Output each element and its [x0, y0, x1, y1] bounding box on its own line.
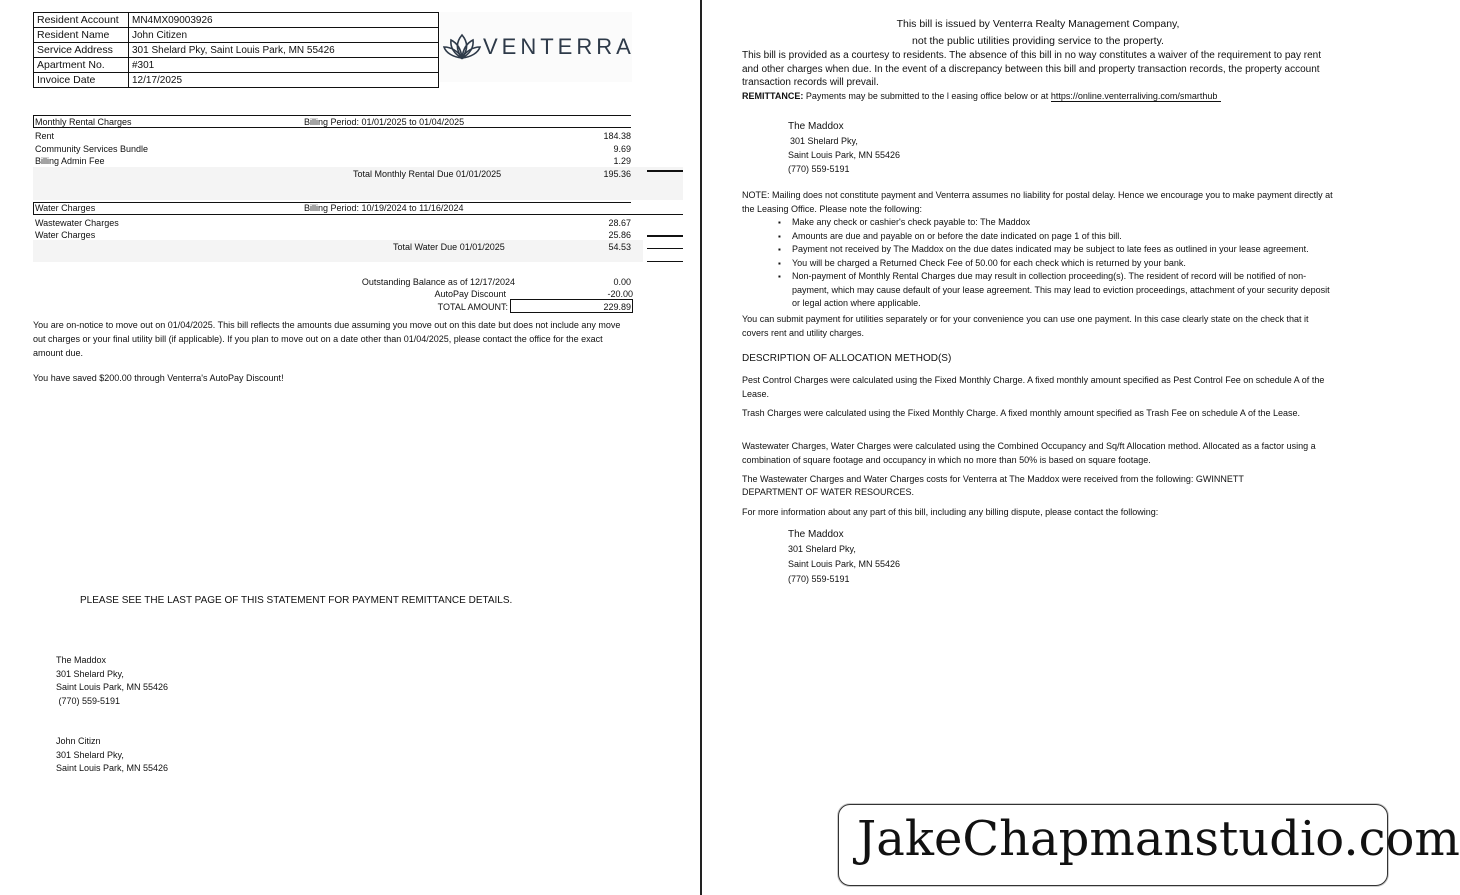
account-label: Resident Account [34, 13, 129, 28]
line-item-amount: 25.86 [608, 230, 631, 240]
resident-address [56, 735, 168, 776]
issued-by-line1: This bill is issued by Venterra Realty Management Company, [896, 18, 1180, 30]
apartment-label: Apartment No. [34, 58, 129, 73]
watermark-banner [838, 804, 1460, 886]
table-row [34, 13, 439, 28]
list-item: ▪ You will be charged a Returned Check Fee of 50.00 for each check which is returned by your bank. [774, 257, 1334, 271]
statement-page-2 [702, 0, 1399, 895]
service-address-label: Service Address [34, 43, 129, 58]
resident-name-value: John Citizen [129, 28, 439, 43]
resident-name-label: Resident Name [34, 28, 129, 43]
water-total-amount: 54.53 [608, 242, 631, 252]
line-item-label: Wastewater Charges [35, 218, 119, 228]
divider [33, 115, 631, 116]
rental-total-label: Total Monthly Rental Due 01/01/2025 [353, 169, 502, 179]
divider [647, 235, 683, 237]
remit-phone: (770) 559-5191 [788, 164, 850, 174]
rental-period: Billing Period: 01/01/2025 to 01/04/2025 [304, 117, 465, 127]
remit-street: 301 Shelard Pky, [790, 136, 858, 146]
remittance-label: REMITTANCE: [742, 91, 804, 101]
property-phone: (770) 559-5191 [56, 695, 121, 706]
remittance-pointer: PLEASE SEE THE LAST PAGE OF THIS STATEMENT FOR PAYMENT REMITTANCE DETAILS. [80, 595, 513, 606]
resident-city: Saint Louis Park, MN 55426 [56, 763, 169, 773]
divider [647, 248, 683, 249]
note-text: Mailing does not constitute payment and Venterra assumes no liability for postal delay. Hence we encourage you to make payment directly at the Leasing Office. Please note the following: [742, 190, 1333, 214]
allocation-heading: DESCRIPTION OF ALLOCATION METHOD(S) [742, 353, 952, 364]
invoice-date-label: Invoice Date [34, 73, 129, 88]
property-street: 301 Shelard Pky, [56, 668, 124, 679]
invoice-date-value: 12/17/2025 [129, 73, 439, 88]
table-row [34, 28, 439, 43]
more-info-text: For more information about any part of this bill, including any billing dispute, please contact the following: [742, 507, 1159, 517]
remit-name: The Maddox [788, 121, 844, 132]
line-item-amount: 184.38 [603, 131, 631, 141]
list-item: ▪ Amounts are due and payable on or before the date indicated on page 1 of this bill. [774, 230, 1334, 244]
line-item-label: Billing Admin Fee [35, 156, 105, 166]
autopay-savings: You have saved $200.00 through Venterra's AutoPay Discount! [33, 373, 284, 383]
total-box [510, 299, 633, 313]
water-period: Billing Period: 10/19/2024 to 11/16/2024 [304, 203, 464, 213]
watermark-text: JakeChapmanstudio.com [857, 811, 1460, 867]
list-item: ▪ Payment not received by The Maddox on the due dates indicated may be subject to late fees as outlined in your lease agreement. [774, 243, 1334, 257]
line-item-label: Community Services Bundle [35, 144, 149, 154]
contact-address [788, 527, 900, 587]
table-row [34, 73, 439, 88]
list-item: ▪ Non-payment of Monthly Rental Charges due may result in collection proceeding(s). The resident of record will be notified of non-payment, which may cause default of your lease agreement. This may lead to eviction proceedings, attachment of your security deposit or legal action where applicable. [774, 270, 1334, 311]
divider [647, 170, 683, 172]
divider [647, 261, 683, 262]
payment-notes-list [774, 216, 1334, 311]
account-value: MN4MX09003926 [129, 13, 439, 28]
resident-name: John Citizn [56, 736, 101, 746]
total-amount-value: 229.89 [603, 302, 631, 312]
remittance-address [788, 120, 900, 176]
outstanding-amount: 0.00 [613, 277, 631, 287]
outstanding-label: Outstanding Balance as of 12/17/2024 [361, 277, 515, 287]
note-paragraph [742, 189, 1337, 216]
table-row [34, 43, 439, 58]
service-address-value: 301 Shelard Pky, Saint Louis Park, MN 55426 [129, 43, 439, 58]
contact-phone: (770) 559-5191 [788, 574, 850, 584]
line-item-amount: 9.69 [613, 144, 631, 154]
list-item: ▪ Make any check or cashier's check payable to: The Maddox [774, 216, 1334, 230]
move-out-notice: You are on-notice to move out on 01/04/2025. This bill reflects the amounts due assuming you move out on this date but does not include any move out charges or your final utility bill (if applicable). If you plan to move out on a date other than 01/04/2025, please contact the office for the exact amount due. [33, 320, 621, 358]
property-name: The Maddox [56, 655, 107, 665]
contact-street: 301 Shelard Pky, [788, 544, 856, 554]
remittance-line [742, 91, 1221, 101]
water-heading: Water Charges [35, 203, 96, 213]
courtesy-text: This bill is provided as a courtesy to residents. The absence of this bill in no way constitutes a waiver of the requirement to pay rent and other charges when due. In the event of a discrepancy between this bill and property transaction records, the property account transaction records will prevail. [742, 50, 1321, 88]
remit-city: Saint Louis Park, MN 55426 [788, 150, 901, 160]
line-item-label: Water Charges [35, 230, 96, 240]
smarthub-link[interactable]: https://online.venterraliving.com/smarthub [1051, 91, 1222, 102]
remittance-text: Payments may be submitted to the l easing office below or at [805, 91, 1049, 101]
autopay-amount: -20.00 [607, 289, 633, 299]
divider [33, 115, 34, 128]
rental-heading: Monthly Rental Charges [35, 117, 132, 127]
total-band [33, 240, 643, 262]
lotus-icon [442, 32, 482, 60]
logo-wordmark: VENTERRA [483, 34, 635, 59]
property-city: Saint Louis Park, MN 55426 [56, 682, 169, 692]
divider [33, 214, 683, 215]
allocation-water: Wastewater Charges, Water Charges were calculated using the Combined Occupancy and Sq/ft Allocation method. Allocated as a factor using a combination of square footage and occupancy in which no more than 50% is based on square footage. [742, 441, 1316, 465]
rental-total-amount: 195.36 [603, 169, 631, 179]
statement-page-1 [0, 0, 700, 895]
apartment-value: #301 [129, 58, 439, 73]
note-label: NOTE: [742, 190, 770, 200]
separate-payment-text: You can submit payment for utilities separately or for your convenience you can use one payment. In this case clearly state on the check that it covers rent and utility charges. [742, 314, 1309, 338]
allocation-trash: Trash Charges were calculated using the Fixed Monthly Charge. A fixed monthly amount specified as Trash Fee on schedule A of the Lease. [742, 408, 1300, 418]
table-row [34, 58, 439, 73]
line-item-amount: 28.67 [608, 218, 631, 228]
line-item-label: Rent [35, 131, 55, 141]
water-source-text: The Wastewater Charges and Water Charges costs for Venterra at The Maddox were received from the following: GWINNETT DEPARTMENT OF WATER RESOURCES. [742, 474, 1244, 497]
allocation-pest: Pest Control Charges were calculated using the Fixed Monthly Charge. A fixed monthly amount specified as Pest Control Fee on schedule A of the Lease. [742, 375, 1325, 399]
account-info-table [33, 12, 439, 88]
contact-name: The Maddox [788, 529, 844, 540]
divider [33, 202, 34, 215]
resident-street: 301 Shelard Pky, [56, 749, 124, 760]
divider [33, 127, 631, 128]
contact-city: Saint Louis Park, MN 55426 [788, 559, 901, 569]
autopay-label: AutoPay Discount [434, 289, 506, 299]
total-amount-label: TOTAL AMOUNT: [437, 302, 508, 312]
issued-by-line2: not the public utilities providing service to the property. [912, 35, 1164, 47]
water-total-label: Total Water Due 01/01/2025 [393, 242, 505, 252]
property-address [56, 654, 168, 708]
line-item-amount: 1.29 [613, 156, 631, 166]
